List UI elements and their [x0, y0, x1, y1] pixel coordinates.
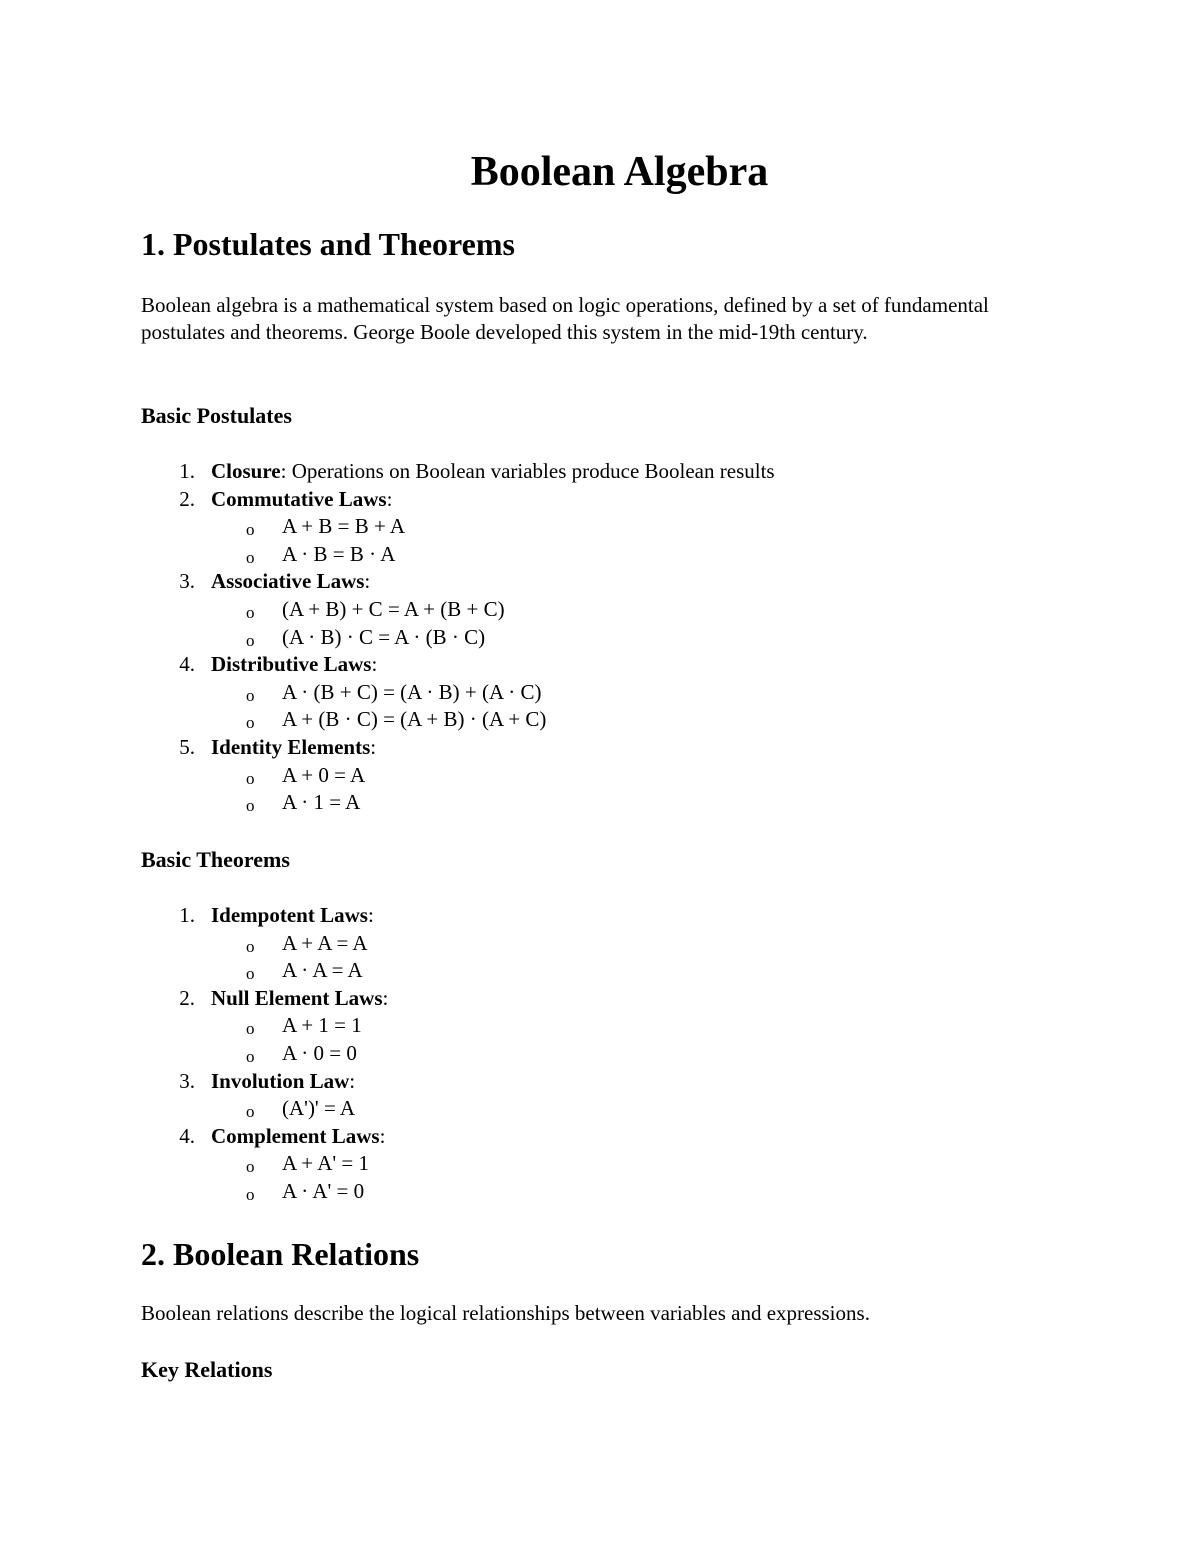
list-item	[141, 902, 388, 985]
subheading-basic-postulates: Basic Postulates	[141, 403, 292, 428]
list-item	[141, 486, 775, 569]
formula-item	[141, 679, 775, 707]
formula-text: A · (B + C) = (A · B) + (A · C)	[282, 679, 542, 704]
formula-item	[141, 1012, 388, 1040]
law-description: :	[371, 652, 378, 677]
bullet-icon: o	[246, 796, 255, 816]
list-item-number: 3 .	[175, 568, 195, 596]
list-item	[141, 1068, 388, 1123]
list-item-content	[141, 486, 775, 514]
formula-text: A + 1 = 1	[282, 1013, 362, 1038]
theorems-list	[141, 902, 388, 1206]
formula-text: (A + B) + C = A + (B + C)	[282, 596, 505, 621]
bullet-icon: o	[246, 964, 255, 984]
law-name: Commutative Laws	[211, 486, 387, 511]
list-item	[141, 1123, 388, 1206]
bullet-icon: o	[246, 602, 255, 622]
list-item	[141, 651, 775, 734]
formula-item	[141, 1178, 388, 1206]
section-heading-postulates-theorems: 1. Postulates and Theorems	[141, 226, 515, 262]
formula-item	[141, 624, 775, 652]
bullet-icon: o	[246, 685, 255, 705]
law-name: Identity Elements	[211, 734, 371, 759]
formula-text: A + A = A	[282, 930, 368, 955]
list-item-number: 1 .	[175, 902, 195, 930]
formula-item	[141, 957, 388, 985]
law-name: Idempotent Laws	[211, 903, 368, 927]
section2-intro-paragraph: Boolean relations describe the logical relationships between variables and expressions.	[141, 1301, 870, 1325]
formula-item	[141, 1040, 388, 1068]
list-item	[141, 568, 775, 651]
bullet-icon: o	[246, 520, 255, 540]
law-description: :	[349, 1068, 356, 1093]
formula-text: A · A' = 0	[282, 1178, 365, 1203]
formula-item	[141, 541, 775, 569]
law-description: :	[382, 985, 389, 1010]
list-item	[141, 458, 775, 486]
bullet-icon: o	[246, 1184, 255, 1204]
bullet-icon: o	[246, 630, 255, 650]
formula-item	[141, 789, 775, 817]
list-item-number: 2 .	[175, 486, 195, 514]
formula-text: A + B = B + A	[282, 514, 406, 539]
formula-text: A · A = A	[282, 958, 363, 983]
bullet-icon: o	[246, 936, 255, 956]
list-item	[141, 734, 775, 817]
formula-text: (A')' = A	[282, 1096, 356, 1121]
formula-text: A + (B · C) = (A + B) · (A + C)	[282, 707, 547, 732]
list-item	[141, 985, 388, 1068]
law-description: :	[379, 1123, 386, 1148]
formula-text: A · 1 = A	[282, 790, 361, 815]
bullet-icon: o	[246, 1046, 255, 1066]
list-item-number: 2 .	[175, 985, 195, 1013]
law-name: Complement Laws	[211, 1123, 380, 1148]
postulates-list	[141, 458, 775, 817]
bullet-icon: o	[246, 1019, 255, 1039]
section-heading-boolean-relations: 2. Boolean Relations	[141, 1236, 420, 1272]
formula-text: A · 0 = 0	[282, 1040, 357, 1065]
law-description: :	[364, 569, 371, 594]
formula-text: A + A' = 1	[282, 1151, 369, 1176]
bullet-icon: o	[246, 713, 255, 733]
bullet-icon: o	[246, 768, 255, 788]
subheading-key-relations: Key Relations	[141, 1357, 273, 1382]
list-item-content	[141, 458, 775, 486]
law-name: Closure	[211, 459, 281, 483]
formula-item	[141, 706, 775, 734]
formula-item	[141, 513, 775, 541]
bullet-icon: o	[246, 1157, 255, 1177]
bullet-icon: o	[246, 1102, 255, 1122]
list-item-content	[141, 734, 775, 762]
formula-text: A + 0 = A	[282, 762, 366, 787]
law-description: :	[386, 486, 393, 511]
section1-intro-paragraph: Boolean algebra is a mathematical system based on logic operations, defined by a set of fundamental postulates and theorems. George Boole developed this system in the mid-19th century.	[141, 293, 989, 344]
list-item-number: 4 .	[175, 1123, 195, 1151]
law-description: :	[370, 734, 377, 759]
list-item-content	[141, 568, 775, 596]
list-item-number: 5 .	[175, 734, 195, 762]
list-item-number: 4 .	[175, 651, 195, 679]
list-item-number: 3 .	[175, 1068, 195, 1096]
formula-text: A · B = B · A	[282, 541, 396, 566]
formula-item	[141, 596, 775, 624]
formula-item	[141, 1150, 388, 1178]
law-name: Associative Laws	[211, 569, 365, 594]
list-item-number: 1 .	[175, 458, 195, 486]
formula-item	[141, 1095, 388, 1123]
law-name: Involution Law	[211, 1068, 350, 1093]
law-name: Null Element Laws	[211, 985, 383, 1010]
page-title: Boolean Algebra	[470, 149, 769, 195]
formula-text: (A · B) · C = A · (B · C)	[282, 624, 486, 649]
law-description: : Operations on Boolean variables produce Boolean results	[280, 459, 775, 483]
list-item-content	[141, 651, 775, 679]
formula-item	[141, 762, 775, 790]
bullet-icon: o	[246, 547, 255, 567]
formula-item	[141, 930, 388, 958]
law-name: Distributive Laws	[211, 652, 372, 677]
subheading-basic-theorems: Basic Theorems	[141, 847, 290, 872]
law-description: :	[367, 903, 374, 927]
